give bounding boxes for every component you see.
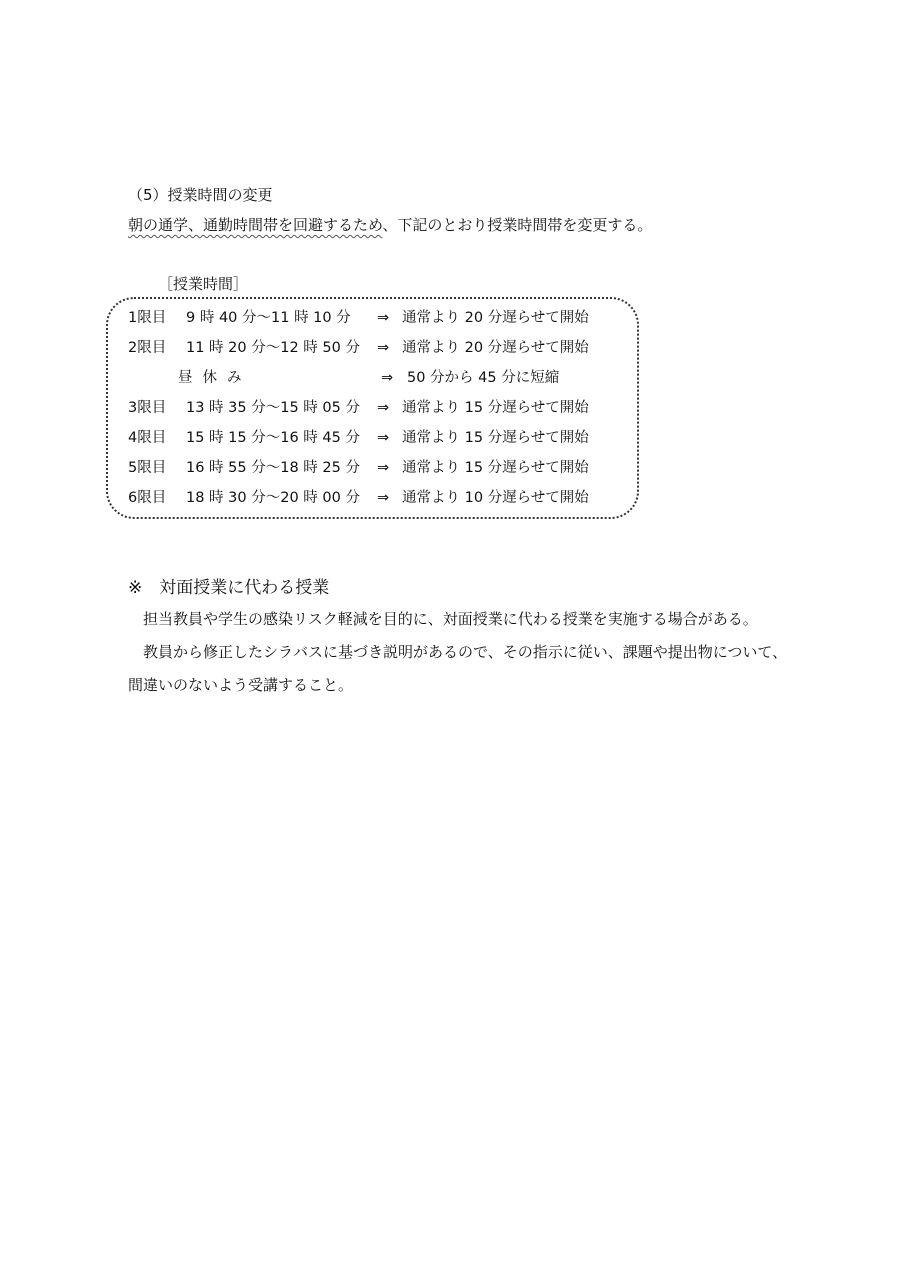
period-time: 18 時 30 分～20 時 00 分 <box>186 490 360 506</box>
alternative-paragraph-3: 間違いのないよう受講すること。 <box>128 676 354 694</box>
period-note: 通常より 20 分遅らせて開始 <box>402 340 589 356</box>
period-time: 13 時 35 分～15 時 05 分 <box>186 400 360 416</box>
period-label: 4限目 <box>128 430 167 446</box>
period-note: 通常より 15 分遅らせて開始 <box>402 430 589 446</box>
alternative-class-title: ※ 対面授業に代わる授業 <box>128 578 330 598</box>
intro-underlined-text: 朝の通学、通勤時間帯を回避するため <box>128 216 383 234</box>
period-note: 50 分から 45 分に短縮 <box>407 370 560 386</box>
period-label: 2限目 <box>128 340 167 356</box>
period-label: 3限目 <box>128 400 167 416</box>
period-note: 通常より 15 分遅らせて開始 <box>402 400 589 416</box>
arrow-icon: ⇒ <box>377 310 390 326</box>
period-label: 5限目 <box>128 460 167 476</box>
period-label: 昼休み <box>178 370 252 386</box>
arrow-icon: ⇒ <box>381 370 394 386</box>
alternative-paragraph-2: 教員から修正したシラバスに基づき説明があるので、その指示に従い、課題や提出物について、 <box>128 643 788 661</box>
period-time: 11 時 20 分～12 時 50 分 <box>186 340 360 356</box>
period-time: 15 時 15 分～16 時 45 分 <box>186 430 360 446</box>
period-label: 6限目 <box>128 490 167 506</box>
period-label: 1限目 <box>128 310 167 326</box>
alternative-paragraph-1: 担当教員や学生の感染リスク軽減を目的に、対面授業に代わる授業を実施する場合がある。 <box>128 610 758 628</box>
arrow-icon: ⇒ <box>377 430 390 446</box>
schedule-label: ［授業時間］ <box>158 275 249 293</box>
arrow-icon: ⇒ <box>377 400 390 416</box>
arrow-icon: ⇒ <box>377 340 390 356</box>
section-heading: （5）授業時間の変更 <box>128 186 273 204</box>
period-time: 16 時 55 分～18 時 25 分 <box>186 460 360 476</box>
intro-rest-text: 、下記のとおり授業時間帯を変更する。 <box>382 216 653 234</box>
arrow-icon: ⇒ <box>377 490 390 506</box>
period-note: 通常より 15 分遅らせて開始 <box>402 460 589 476</box>
section-intro <box>128 214 652 236</box>
period-note: 通常より 10 分遅らせて開始 <box>402 490 589 506</box>
arrow-icon: ⇒ <box>377 460 390 476</box>
period-time: 9 時 40 分～11 時 10 分 <box>186 310 351 326</box>
period-note: 通常より 20 分遅らせて開始 <box>402 310 589 326</box>
